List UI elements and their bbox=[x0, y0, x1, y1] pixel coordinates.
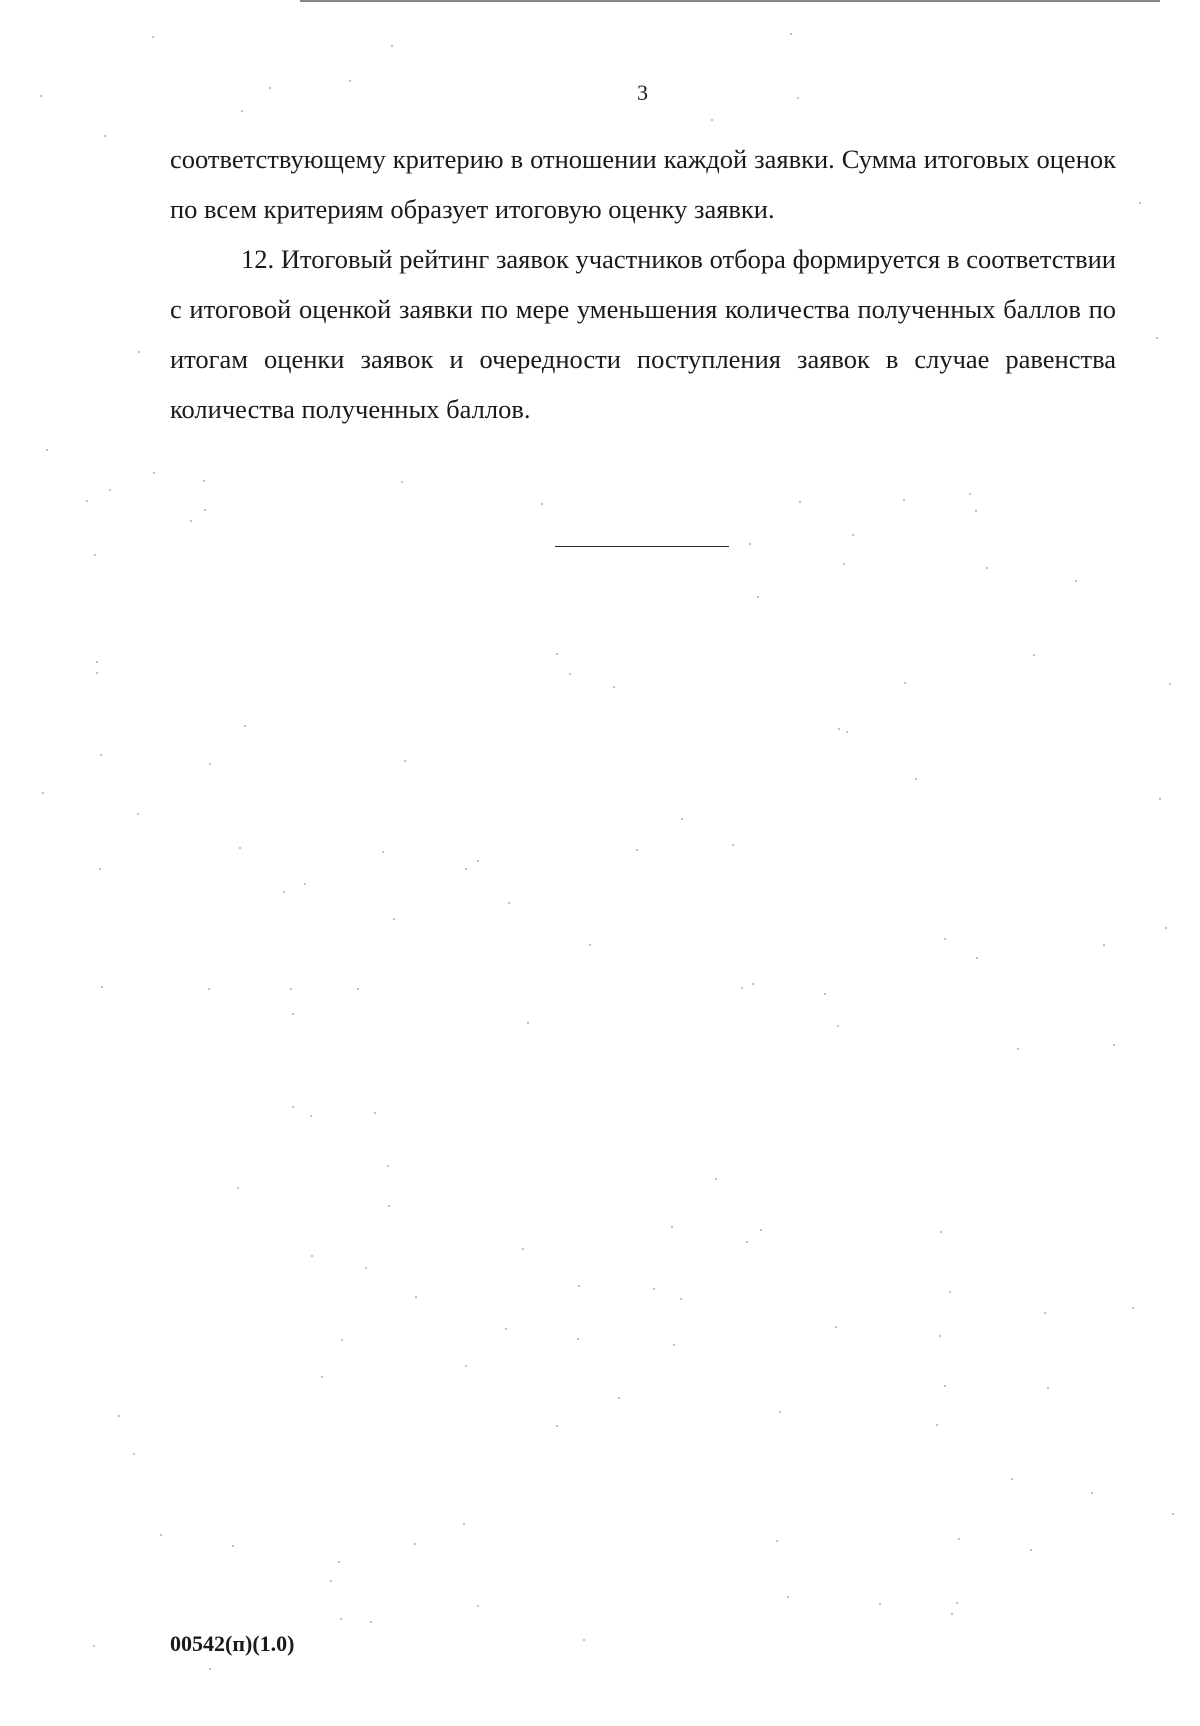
scan-speck bbox=[715, 1178, 717, 1180]
scan-speck bbox=[577, 1338, 579, 1340]
scan-speck bbox=[330, 1580, 332, 1582]
scan-speck bbox=[1075, 580, 1077, 582]
scan-speck bbox=[391, 45, 393, 47]
scan-speck bbox=[903, 499, 905, 501]
scan-speck bbox=[1172, 1513, 1174, 1515]
scan-speck bbox=[1047, 1387, 1049, 1389]
scan-speck bbox=[1033, 654, 1035, 656]
scan-speck bbox=[837, 1025, 839, 1027]
scan-speck bbox=[1132, 1307, 1134, 1309]
scan-speck bbox=[944, 1385, 946, 1387]
scan-speck bbox=[1169, 683, 1171, 685]
scan-speck bbox=[292, 1013, 294, 1015]
paragraph-item-12: 12. Итоговый рейтинг заявок участников отбора формируется в соответствии с итоговой оценкой заявки по мере уменьшения количества полученных баллов по итогам оценки заявок и очередности поступления заявок в случае равенства количества полученных баллов. bbox=[170, 244, 1116, 424]
scan-speck bbox=[904, 682, 906, 684]
page-number: 3 bbox=[637, 80, 648, 105]
scan-speck bbox=[94, 554, 96, 556]
document-body bbox=[170, 134, 1116, 434]
scan-speck bbox=[653, 1288, 655, 1290]
scan-speck bbox=[370, 1621, 372, 1623]
scan-speck bbox=[404, 760, 406, 762]
scan-speck bbox=[244, 725, 246, 727]
scan-speck bbox=[118, 1415, 120, 1417]
scan-speck bbox=[944, 938, 946, 940]
scan-speck bbox=[1103, 944, 1105, 946]
scan-speck bbox=[290, 988, 292, 990]
scan-speck bbox=[613, 686, 615, 688]
scan-speck bbox=[208, 988, 210, 990]
scan-speck bbox=[100, 754, 102, 756]
scan-speck bbox=[374, 1112, 376, 1114]
scan-speck bbox=[321, 1376, 323, 1378]
scan-speck bbox=[556, 653, 558, 655]
scan-speck bbox=[681, 818, 683, 820]
scan-speck bbox=[269, 87, 271, 89]
scan-speck bbox=[209, 1668, 211, 1670]
scan-speck bbox=[527, 1022, 529, 1024]
scan-speck bbox=[311, 1255, 313, 1257]
scan-speck bbox=[1011, 1478, 1013, 1480]
scan-speck bbox=[477, 1605, 479, 1607]
scan-speck bbox=[741, 987, 743, 989]
scan-speck bbox=[237, 1187, 239, 1189]
scan-speck bbox=[153, 472, 155, 474]
scan-speck bbox=[338, 1561, 340, 1563]
scan-speck bbox=[104, 135, 106, 137]
scan-speck bbox=[673, 1344, 675, 1346]
scan-top-edge bbox=[300, 0, 1160, 2]
scan-speck bbox=[986, 567, 988, 569]
scan-speck bbox=[838, 728, 840, 730]
scan-speck bbox=[190, 520, 192, 522]
scan-speck bbox=[760, 1229, 762, 1231]
scan-speck bbox=[671, 1226, 673, 1228]
scan-speck bbox=[463, 1523, 465, 1525]
scan-speck bbox=[776, 1540, 778, 1542]
end-of-text-rule bbox=[555, 546, 729, 547]
scan-speck bbox=[477, 860, 479, 862]
scan-speck bbox=[940, 1231, 942, 1233]
scan-speck bbox=[349, 80, 351, 82]
scan-speck bbox=[341, 1339, 343, 1341]
scan-speck bbox=[99, 868, 101, 870]
scan-speck bbox=[133, 1453, 135, 1455]
scan-speck bbox=[711, 119, 713, 121]
scan-speck bbox=[365, 1267, 367, 1269]
scan-speck bbox=[283, 891, 285, 893]
footer-document-code: 00542(п)(1.0) bbox=[170, 1631, 295, 1656]
scan-speck bbox=[1159, 798, 1161, 800]
scan-speck bbox=[835, 1326, 837, 1328]
scan-speck bbox=[357, 988, 359, 990]
scan-speck bbox=[752, 983, 754, 985]
scan-speck bbox=[939, 1335, 941, 1337]
scan-speck bbox=[749, 543, 751, 545]
scan-speck bbox=[915, 778, 917, 780]
scan-speck bbox=[1091, 1492, 1093, 1494]
scan-speck bbox=[239, 847, 241, 849]
scan-speck bbox=[799, 501, 801, 503]
scan-speck bbox=[578, 1285, 580, 1287]
scan-speck bbox=[310, 1115, 312, 1117]
scan-speck bbox=[956, 1602, 958, 1604]
scan-speck bbox=[589, 944, 591, 946]
scan-speck bbox=[636, 849, 638, 851]
scan-speck bbox=[152, 36, 154, 38]
scan-speck bbox=[958, 1538, 960, 1540]
scan-speck bbox=[46, 449, 48, 451]
scan-speck bbox=[232, 1545, 234, 1547]
scan-speck bbox=[556, 1425, 558, 1427]
scan-speck bbox=[96, 672, 98, 674]
scan-speck bbox=[401, 481, 403, 483]
scan-speck bbox=[415, 1296, 417, 1298]
scan-speck bbox=[505, 1328, 507, 1330]
scan-speck bbox=[583, 1639, 585, 1641]
scan-speck bbox=[382, 851, 384, 853]
scan-speck bbox=[732, 844, 734, 846]
scan-speck bbox=[824, 993, 826, 995]
scan-speck bbox=[393, 918, 395, 920]
scan-speck bbox=[508, 902, 510, 904]
scan-speck bbox=[160, 1534, 162, 1536]
scan-speck bbox=[541, 503, 543, 505]
scan-speck bbox=[846, 731, 848, 733]
scan-speck bbox=[465, 868, 467, 870]
scan-speck bbox=[1044, 1312, 1046, 1314]
scan-speck bbox=[40, 95, 42, 97]
scan-speck bbox=[137, 813, 139, 815]
scan-speck bbox=[86, 500, 88, 502]
scan-speck bbox=[241, 110, 243, 112]
scan-speck bbox=[949, 1291, 951, 1293]
scan-speck bbox=[746, 1241, 748, 1243]
scan-speck bbox=[879, 1603, 881, 1605]
scan-speck bbox=[843, 563, 845, 565]
scan-speck bbox=[292, 1106, 294, 1108]
scan-speck bbox=[109, 489, 111, 491]
scan-speck bbox=[787, 1596, 789, 1598]
scan-speck bbox=[936, 1424, 938, 1426]
scan-speck bbox=[1017, 1048, 1019, 1050]
scan-speck bbox=[975, 510, 977, 512]
scan-speck bbox=[1165, 927, 1167, 929]
scan-speck bbox=[522, 1248, 524, 1250]
scan-speck bbox=[1156, 337, 1158, 339]
scan-speck bbox=[388, 1205, 390, 1207]
scan-speck bbox=[203, 480, 205, 482]
scan-speck bbox=[96, 661, 98, 663]
scan-speck bbox=[790, 33, 792, 35]
scan-speck bbox=[951, 1613, 953, 1615]
scan-speck bbox=[204, 509, 206, 511]
scan-speck bbox=[618, 1397, 620, 1399]
scan-speck bbox=[465, 1365, 467, 1367]
paragraph-continuation: соответствующему критерию в отношении каждой заявки. Сумма итоговых оценок по всем критериям образует итоговую оценку заявки. bbox=[170, 144, 1116, 224]
scan-speck bbox=[852, 534, 854, 536]
scan-speck bbox=[976, 957, 978, 959]
scan-speck bbox=[414, 1543, 416, 1545]
scan-speck bbox=[304, 883, 306, 885]
scan-speck bbox=[1030, 1549, 1032, 1551]
scan-speck bbox=[209, 763, 211, 765]
scan-speck bbox=[1113, 1044, 1115, 1046]
scan-speck bbox=[1139, 202, 1141, 204]
scan-speck bbox=[969, 493, 971, 495]
scan-speck bbox=[93, 1645, 95, 1647]
scan-speck bbox=[797, 97, 799, 99]
scan-speck bbox=[42, 792, 44, 794]
scan-speck bbox=[757, 596, 759, 598]
scan-speck bbox=[387, 1165, 389, 1167]
scan-speck bbox=[569, 673, 571, 675]
scan-speck bbox=[340, 1618, 342, 1620]
scan-speck bbox=[779, 1411, 781, 1413]
scan-speck bbox=[138, 351, 140, 353]
scan-speck bbox=[101, 986, 103, 988]
scan-speck bbox=[680, 1298, 682, 1300]
